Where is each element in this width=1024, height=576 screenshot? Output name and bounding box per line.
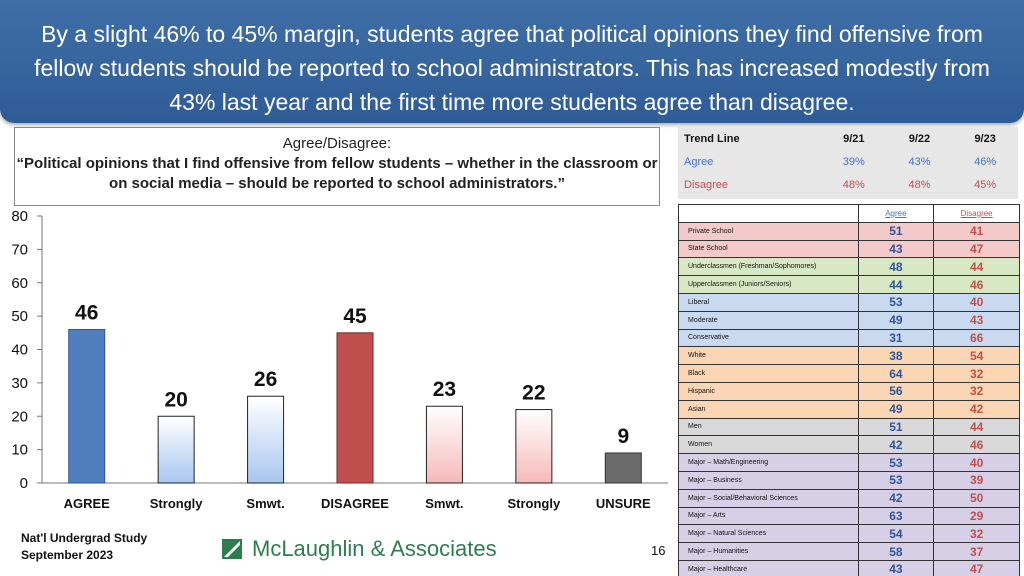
- table-row: [679, 525, 1020, 543]
- row-label: Private School: [679, 222, 859, 240]
- table-row: [679, 418, 1020, 436]
- row-label: Major – Healthcare: [679, 560, 859, 576]
- table-row: [679, 489, 1020, 507]
- row-agree-value: 44: [858, 276, 934, 294]
- demographics-col-disagree: Disagree: [934, 205, 1020, 223]
- table-row: [679, 240, 1020, 258]
- row-agree-value: 49: [858, 311, 934, 329]
- slide-title: By a slight 46% to 45% margin, students agree that political opinions they find offensive from fellow students should be reported to school administrators. This has increased modestly from 43% last year and the first time more students agree than disagree.: [34, 21, 990, 115]
- trend-disagree-value: 45%: [974, 178, 997, 191]
- trend-agree-label: Agree: [684, 155, 714, 168]
- row-label: Major – Natural Sciences: [679, 525, 859, 543]
- slide-header: [0, 0, 1024, 123]
- y-tick-label: 50: [11, 308, 28, 326]
- row-disagree-value: 41: [934, 222, 1020, 240]
- bar: [426, 406, 462, 483]
- page-number: 16: [651, 543, 666, 558]
- logo-text: McLaughlin & Associates: [252, 536, 497, 561]
- row-label: Black: [679, 365, 859, 383]
- table-row: [679, 276, 1020, 294]
- question-box: [14, 127, 660, 206]
- row-label: Major – Business: [679, 471, 859, 489]
- bar: [69, 329, 105, 483]
- row-disagree-value: 47: [934, 560, 1020, 576]
- row-agree-value: 64: [858, 365, 934, 383]
- y-tick-label: 60: [11, 274, 28, 292]
- row-agree-value: 51: [858, 418, 934, 436]
- trend-disagree-value: 48%: [908, 178, 931, 191]
- y-tick-label: 40: [11, 341, 28, 359]
- table-row: [679, 222, 1020, 240]
- row-label: Major – Arts: [679, 507, 859, 525]
- row-disagree-value: 50: [934, 489, 1020, 507]
- row-agree-value: 42: [858, 436, 934, 454]
- row-agree-value: 42: [858, 489, 934, 507]
- trend-label: Trend Line: [684, 132, 740, 145]
- row-disagree-value: 32: [934, 525, 1020, 543]
- study-info: [21, 530, 147, 564]
- x-category-label: Strongly: [507, 496, 561, 511]
- table-row: [679, 471, 1020, 489]
- row-label: Major – Math/Engineering: [679, 454, 859, 472]
- table-row: [679, 311, 1020, 329]
- table-row: [679, 258, 1020, 276]
- row-label: Hispanic: [679, 382, 859, 400]
- row-label: White: [679, 347, 859, 365]
- row-disagree-value: 40: [934, 454, 1020, 472]
- row-disagree-value: 43: [934, 311, 1020, 329]
- question-heading: Agree/Disagree:: [282, 135, 392, 152]
- bar: [158, 416, 194, 483]
- row-disagree-value: 46: [934, 276, 1020, 294]
- row-label: Asian: [679, 400, 859, 418]
- row-label: State School: [679, 240, 859, 258]
- trend-disagree-value: 48%: [842, 178, 865, 191]
- trend-year: 9/23: [974, 132, 996, 145]
- table-row: [679, 365, 1020, 383]
- x-category-label: Smwt.: [425, 496, 464, 511]
- row-agree-value: 48: [858, 258, 934, 276]
- row-disagree-value: 47: [934, 240, 1020, 258]
- table-row: [679, 400, 1020, 418]
- table-row: [679, 507, 1020, 525]
- row-agree-value: 63: [858, 507, 934, 525]
- x-category-label: AGREE: [63, 496, 110, 511]
- x-category-label: Smwt.: [246, 496, 285, 511]
- row-disagree-value: 40: [934, 293, 1020, 311]
- row-disagree-value: 42: [934, 400, 1020, 418]
- row-disagree-value: 32: [934, 382, 1020, 400]
- row-agree-value: 53: [858, 293, 934, 311]
- row-label: Major – Humanities: [679, 543, 859, 561]
- bar: [248, 396, 284, 483]
- demographics-corner: [679, 205, 859, 223]
- row-disagree-value: 29: [934, 507, 1020, 525]
- bar-value-label: 20: [164, 388, 188, 412]
- row-agree-value: 43: [858, 560, 934, 576]
- trend-year: 9/22: [908, 132, 931, 145]
- row-label: Major – Social/Behavioral Sciences: [679, 489, 859, 507]
- trend-disagree-label: Disagree: [684, 178, 729, 191]
- bar: [605, 453, 641, 483]
- bar: [337, 333, 373, 483]
- x-category-label: DISAGREE: [321, 496, 389, 511]
- row-disagree-value: 32: [934, 365, 1020, 383]
- demographics-rows: [679, 222, 1020, 576]
- row-agree-value: 51: [858, 222, 934, 240]
- row-disagree-value: 46: [934, 436, 1020, 454]
- y-tick-label: 0: [19, 475, 28, 492]
- bar-value-label: 22: [522, 381, 546, 405]
- table-row: [679, 293, 1020, 311]
- row-label: Conservative: [679, 329, 859, 347]
- row-agree-value: 53: [858, 471, 934, 489]
- study-name: Nat'l Undergrad Study: [21, 531, 148, 545]
- bar-value-label: 45: [343, 304, 367, 328]
- y-tick-label: 30: [11, 374, 28, 392]
- row-agree-value: 54: [858, 525, 934, 543]
- table-row: [679, 454, 1020, 472]
- table-row: [679, 347, 1020, 365]
- table-row: [679, 382, 1020, 400]
- row-disagree-value: 44: [934, 258, 1020, 276]
- bar-value-label: 46: [75, 301, 99, 325]
- table-row: [679, 543, 1020, 561]
- row-agree-value: 49: [858, 400, 934, 418]
- row-label: Men: [679, 418, 859, 436]
- row-agree-value: 53: [858, 454, 934, 472]
- trend-line-table: [678, 127, 1018, 199]
- table-row: [679, 329, 1020, 347]
- trend-agree-value: 39%: [842, 155, 865, 168]
- row-label: Moderate: [679, 311, 859, 329]
- y-tick-label: 20: [11, 408, 28, 426]
- trend-agree-value: 43%: [908, 155, 931, 168]
- row-disagree-value: 44: [934, 418, 1020, 436]
- row-label: Women: [679, 436, 859, 454]
- table-row: [679, 436, 1020, 454]
- company-logo: [222, 536, 497, 562]
- row-disagree-value: 54: [934, 347, 1020, 365]
- row-label: Upperclassmen (Juniors/Seniors): [679, 276, 859, 294]
- question-text: “Political opinions that I find offensive from fellow students – whether in the classroom or on social media – should be reported to school administrators.”: [16, 155, 658, 192]
- row-agree-value: 56: [858, 382, 934, 400]
- row-label: Liberal: [679, 293, 859, 311]
- y-tick-label: 10: [11, 441, 28, 459]
- row-agree-value: 58: [858, 543, 934, 561]
- study-date: September 2023: [21, 548, 114, 562]
- trend-year: 9/21: [843, 132, 865, 145]
- row-disagree-value: 37: [934, 543, 1020, 561]
- demographics-col-agree: Agree: [858, 205, 934, 223]
- x-category-label: Strongly: [149, 496, 203, 511]
- row-disagree-value: 66: [934, 329, 1020, 347]
- y-tick-label: 80: [11, 208, 28, 225]
- row-disagree-value: 39: [934, 471, 1020, 489]
- bar-value-label: 26: [253, 368, 278, 392]
- x-category-label: UNSURE: [595, 496, 651, 511]
- trend-agree-value: 46%: [974, 155, 997, 168]
- bar-chart: [0, 206, 670, 526]
- row-label: Underclassmen (Freshman/Sophomores): [679, 258, 859, 276]
- logo-mark-icon: [222, 539, 242, 559]
- demographics-table: [678, 204, 1020, 576]
- bar-value-label: 9: [617, 424, 630, 448]
- row-agree-value: 31: [858, 329, 934, 347]
- bar-value-label: 23: [432, 378, 457, 402]
- row-agree-value: 43: [858, 240, 934, 258]
- bar: [516, 410, 552, 483]
- table-row: [679, 560, 1020, 576]
- y-tick-label: 70: [11, 241, 28, 259]
- row-agree-value: 38: [858, 347, 934, 365]
